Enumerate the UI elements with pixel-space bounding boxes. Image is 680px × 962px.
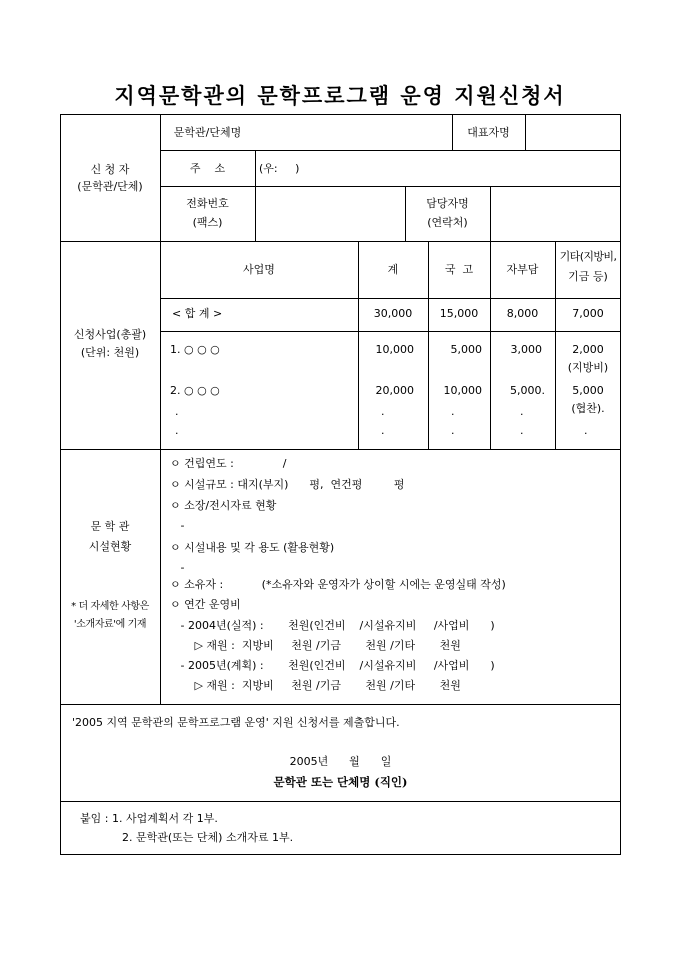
phone-field[interactable] (256, 187, 404, 240)
section-divider (60, 449, 621, 450)
facility-line-2005: - 2005년(계획) : 천원(인건비 /시설유지비 /사업비 ) (170, 659, 495, 672)
facility-line-blank: - (170, 561, 185, 574)
row2-self: 5,000. (510, 384, 545, 397)
contact-number-label: (연락처) (427, 216, 468, 229)
row2-other-note: (협찬). (571, 402, 605, 415)
applicant-label: 신 청 자 (90, 163, 130, 176)
row-divider (160, 150, 621, 151)
section-divider (60, 801, 621, 802)
applicant-sublabel: (문학관/단체) (77, 180, 143, 193)
project-unit-label: (단위: 천원) (80, 346, 140, 359)
col-header-total: 계 (387, 263, 399, 276)
declaration-date: 2005년 월 일 (289, 755, 392, 768)
declaration-signer: 문학관 또는 단체명 (직인) (273, 775, 408, 789)
fax-label: (팩스) (192, 216, 223, 229)
col-header-other: 기타(지방비, (559, 250, 617, 263)
row1-national: 5,000 (450, 343, 482, 356)
facility-line-2004-funding: ▷ 재원 : 지방비 천원 /기금 천원 /기타 천원 (170, 639, 461, 652)
continuation-dot: . (520, 405, 524, 418)
row2-total: 20,000 (375, 384, 414, 397)
facility-line-collection: ㅇ 소장/전시자료 현황 (170, 499, 277, 512)
address-field[interactable]: (우: ) (259, 162, 300, 175)
phone-label: 전화번호 (186, 197, 229, 210)
section-divider (60, 241, 621, 242)
continuation-dot: . (520, 424, 524, 437)
project-label: 신청사업(총괄) (73, 328, 147, 341)
col-header-self: 자부담 (506, 263, 539, 276)
continuation-dot: . (584, 424, 588, 437)
continuation-dot: . (175, 405, 179, 418)
document-title: 지역문학관의 문학프로그램 운영 지원신청서 (114, 83, 566, 108)
facility-line-scale: ㅇ 시설규모 : 대지(부지) 평, 연건평 평 (170, 478, 405, 491)
section-divider (60, 704, 621, 705)
sum-row-national: 15,000 (439, 307, 479, 320)
row2-national: 10,000 (443, 384, 482, 397)
row1-other: 2,000 (572, 343, 604, 356)
continuation-dot: . (451, 424, 455, 437)
facility-line-built-year: ㅇ 건립연도 : / (170, 457, 287, 470)
continuation-dot: . (451, 405, 455, 418)
attachment-1: 붙임 : 1. 사업계획서 각 1부. (80, 812, 218, 825)
sum-row-self: 8,000 (506, 307, 539, 320)
row1-name: 1. ○ ○ ○ (170, 343, 220, 356)
continuation-dot: . (175, 424, 179, 437)
col-header-national: 국 고 (444, 263, 474, 276)
facility-line-usage: ㅇ 시설내용 및 각 용도 (활용현황) (170, 541, 335, 554)
facility-line-owner: ㅇ 소유자 : (*소유자와 운영자가 상이할 시에는 운영실태 작성) (170, 578, 506, 591)
sum-row-total: 30,000 (373, 307, 413, 320)
contact-field[interactable] (491, 187, 620, 240)
row2-other: 5,000 (572, 384, 604, 397)
facility-line-budget: ㅇ 연간 운영비 (170, 598, 241, 611)
representative-label: 대표자명 (467, 126, 510, 139)
continuation-dot: . (381, 405, 385, 418)
cell-divider (405, 186, 406, 241)
representative-field[interactable] (526, 115, 620, 149)
row1-total: 10,000 (375, 343, 414, 356)
declaration-statement: '2005 지역 문학관의 문학프로그램 운영' 지원 신청서를 제출합니다. (72, 716, 400, 729)
org-name-label: 문학관/단체명 (173, 126, 242, 139)
facility-label: 문 학 관 (90, 520, 130, 533)
facility-sublabel: 시설현황 (88, 540, 132, 553)
sum-row-name: < 합 계 > (172, 307, 223, 320)
facility-line-2004: - 2004년(실적) : 천원(인건비 /시설유지비 /사업비 ) (170, 619, 495, 632)
row-divider (160, 298, 621, 299)
continuation-dot: . (381, 424, 385, 437)
attachment-2: 2. 문학관(또는 단체) 소개자료 1부. (122, 831, 294, 844)
org-name-field[interactable] (256, 115, 451, 149)
address-label: 주 소 (189, 162, 226, 175)
facility-line-blank: - (170, 519, 185, 532)
row2-name: 2. ○ ○ ○ (170, 384, 220, 397)
row1-self: 3,000 (510, 343, 542, 356)
row1-other-note: (지방비) (567, 361, 609, 374)
contact-person-label: 담당자명 (426, 197, 469, 210)
facility-note-ref: '소개자료'에 기재 (73, 619, 147, 630)
row-divider (160, 331, 621, 332)
facility-line-2005-funding: ▷ 재원 : 지방비 천원 /기금 천원 /기타 천원 (170, 679, 461, 692)
facility-note: * 더 자세한 사항은 (71, 601, 149, 612)
col-header-other-sub: 기금 등) (568, 270, 608, 283)
col-header-name: 사업명 (243, 263, 275, 276)
sum-row-other: 7,000 (572, 307, 604, 320)
